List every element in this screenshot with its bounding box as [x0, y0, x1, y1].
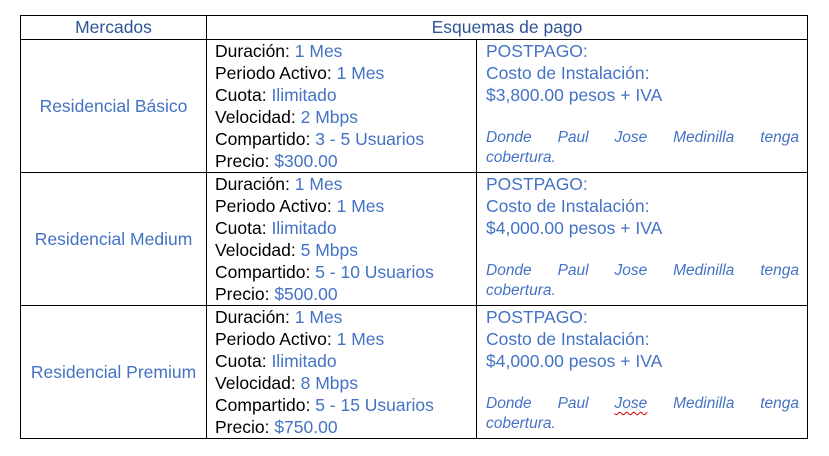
detail-value: 1 Mes	[294, 307, 343, 327]
detail-value: 5 - 15 Usuarios	[315, 395, 434, 415]
installation-cost: $3,800.00 pesos + IVA	[486, 85, 663, 105]
coverage-note: Donde Paul Jose Medinilla tenga	[486, 395, 799, 412]
detail-line-speed	[215, 372, 476, 394]
detail-line-quota	[215, 217, 476, 239]
detail-label: Velocidad:	[215, 107, 301, 127]
header-markets: Mercados	[21, 16, 207, 40]
spellcheck-underline: Jose	[614, 395, 648, 412]
detail-line-price	[215, 283, 476, 305]
plan-details	[207, 306, 477, 439]
detail-line-duration	[215, 173, 476, 195]
coverage-note-end: cobertura.	[486, 149, 556, 166]
detail-value: $300.00	[274, 151, 338, 171]
detail-label: Cuota:	[215, 218, 272, 238]
detail-value: 1 Mes	[294, 41, 343, 61]
detail-label: Periodo Activo:	[215, 63, 337, 83]
detail-line-price	[215, 150, 476, 172]
detail-value: Ilimitado	[271, 85, 337, 105]
detail-label: Precio:	[215, 284, 275, 304]
table-row	[21, 40, 808, 173]
detail-label: Precio:	[215, 417, 275, 437]
detail-value: Ilimitado	[271, 218, 337, 238]
detail-label: Compartido:	[215, 262, 316, 282]
detail-value: 5 - 10 Usuarios	[315, 262, 434, 282]
scheme-type: POSTPAGO:	[486, 307, 588, 327]
detail-line-shared	[215, 128, 476, 150]
detail-label: Compartido:	[215, 129, 316, 149]
payment-scheme	[477, 40, 808, 173]
spacer	[486, 239, 799, 261]
detail-label: Periodo Activo:	[215, 329, 337, 349]
detail-line-duration	[215, 40, 476, 62]
detail-label: Duración:	[215, 307, 295, 327]
market-name: Residencial Medium	[21, 173, 207, 306]
detail-line-quota	[215, 84, 476, 106]
market-name: Residencial Premium	[21, 306, 207, 439]
detail-value: 1 Mes	[294, 174, 343, 194]
detail-value: 1 Mes	[336, 329, 385, 349]
table-row	[21, 306, 808, 439]
installation-label: Costo de Instalación:	[486, 329, 650, 349]
plan-details	[207, 173, 477, 306]
market-name: Residencial Básico	[21, 40, 207, 173]
detail-line-shared	[215, 394, 476, 416]
detail-line-shared	[215, 261, 476, 283]
detail-line-active-period	[215, 328, 476, 350]
detail-label: Velocidad:	[215, 240, 301, 260]
detail-label: Velocidad:	[215, 373, 301, 393]
payment-scheme	[477, 306, 808, 439]
detail-label: Periodo Activo:	[215, 196, 337, 216]
detail-line-price	[215, 416, 476, 438]
detail-label: Cuota:	[215, 85, 272, 105]
coverage-note-end: cobertura.	[486, 415, 556, 432]
table-header-row	[21, 16, 808, 40]
detail-value: 5 Mbps	[300, 240, 359, 260]
spacer	[486, 372, 799, 394]
pricing-table	[20, 15, 808, 439]
installation-label: Costo de Instalación:	[486, 196, 650, 216]
payment-scheme	[477, 173, 808, 306]
detail-label: Precio:	[215, 151, 275, 171]
plan-details	[207, 40, 477, 173]
detail-label: Compartido:	[215, 395, 316, 415]
detail-line-active-period	[215, 62, 476, 84]
detail-label: Cuota:	[215, 351, 272, 371]
detail-line-duration	[215, 306, 476, 328]
table-row	[21, 173, 808, 306]
detail-label: Duración:	[215, 174, 295, 194]
detail-value: $750.00	[274, 417, 338, 437]
detail-value: 1 Mes	[336, 196, 385, 216]
spacer	[486, 106, 799, 128]
header-payment-schemes: Esquemas de pago	[207, 16, 808, 40]
coverage-note-end: cobertura.	[486, 282, 556, 299]
detail-line-active-period	[215, 195, 476, 217]
detail-value: Ilimitado	[271, 351, 337, 371]
scheme-type: POSTPAGO:	[486, 41, 588, 61]
coverage-note: Donde Paul Jose Medinilla tenga	[486, 129, 799, 146]
detail-value: 1 Mes	[336, 63, 385, 83]
detail-value: 8 Mbps	[300, 373, 359, 393]
detail-value: $500.00	[274, 284, 338, 304]
installation-cost: $4,000.00 pesos + IVA	[486, 351, 663, 371]
scheme-type: POSTPAGO:	[486, 174, 588, 194]
detail-value: 2 Mbps	[300, 107, 359, 127]
detail-label: Duración:	[215, 41, 295, 61]
installation-label: Costo de Instalación:	[486, 63, 650, 83]
detail-line-speed	[215, 106, 476, 128]
coverage-note: Donde Paul Jose Medinilla tenga	[486, 262, 799, 279]
detail-line-quota	[215, 350, 476, 372]
detail-line-speed	[215, 239, 476, 261]
detail-value: 3 - 5 Usuarios	[315, 129, 425, 149]
installation-cost: $4,000.00 pesos + IVA	[486, 218, 663, 238]
